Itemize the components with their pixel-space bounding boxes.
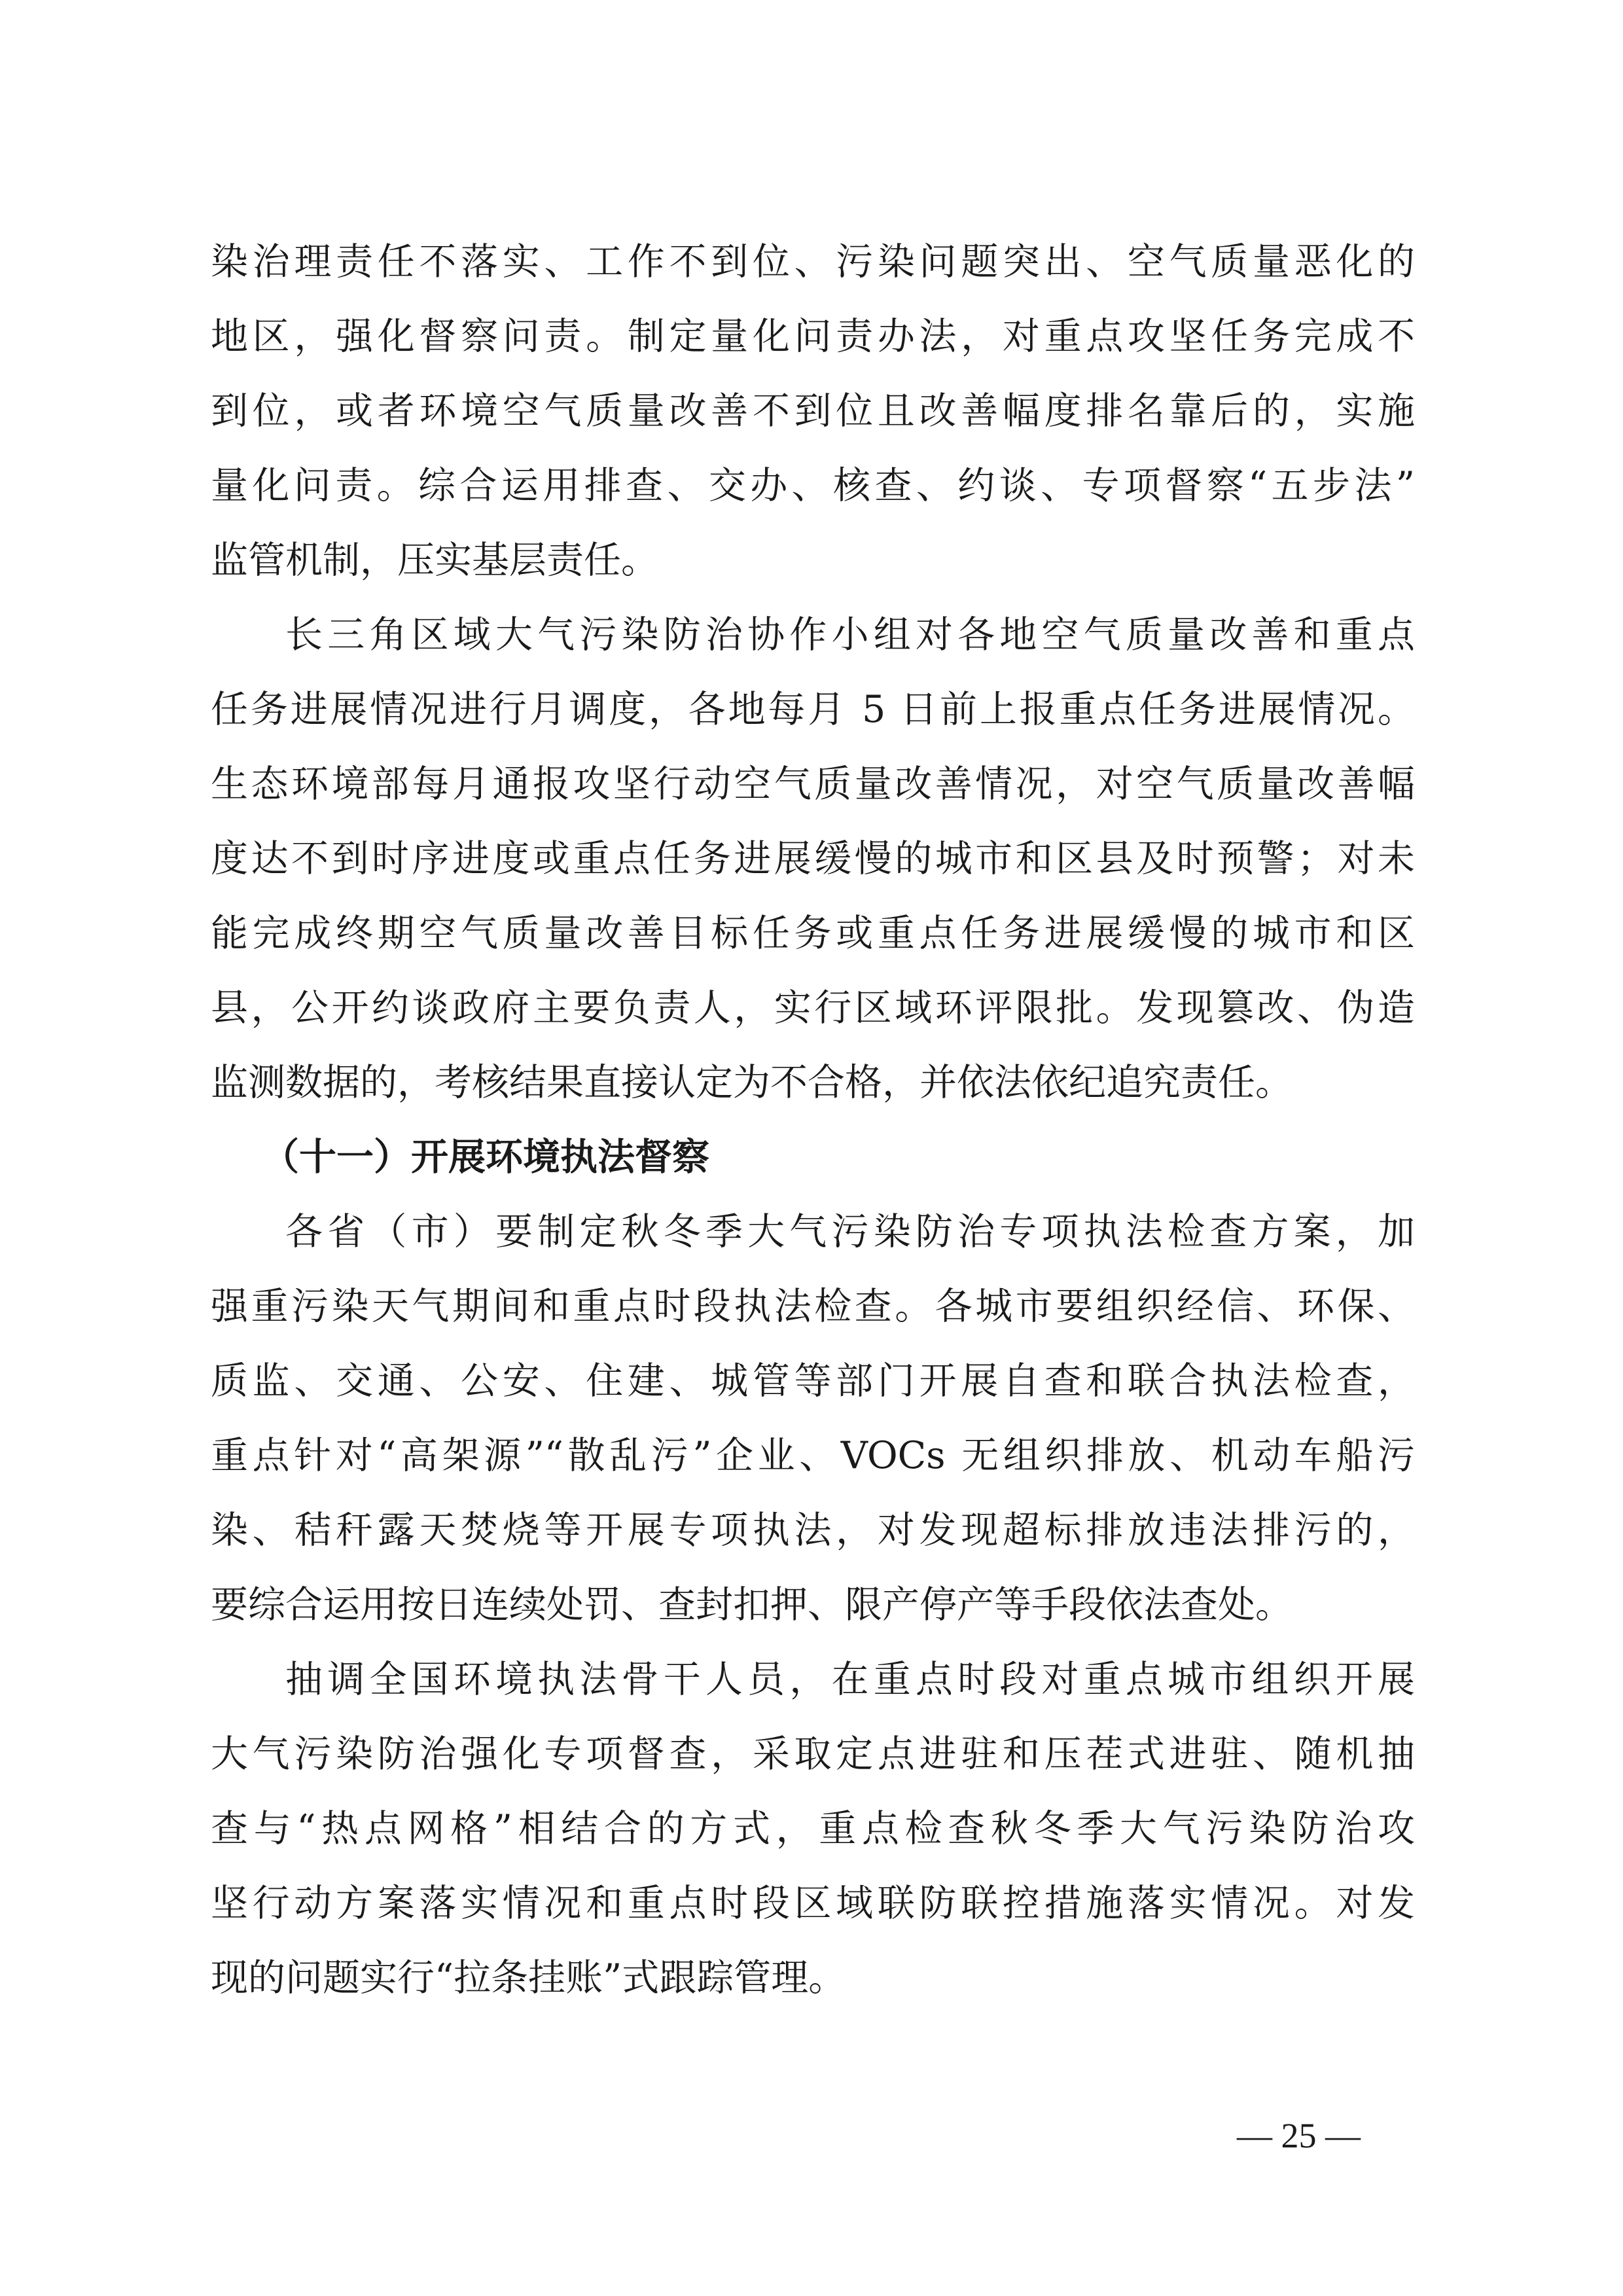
paragraph-1-line-3: 到位，或者环境空气质量改善不到位且改善幅度排名靠后的，实施	[211, 389, 1415, 433]
paragraph-3-line-1: 各省（市）要制定秋冬季大气污染防治专项执法检查方案，加	[285, 1210, 1415, 1253]
section-heading: （十一）开展环境执法督察	[262, 1136, 709, 1179]
paragraph-4-line-5: 现的问题实行“拉条挂账”式跟踪管理。	[211, 1956, 846, 2000]
paragraph-4-line-2: 大气污染防治强化专项督查，采取定点进驻和压茬式进驻、随机抽	[211, 1732, 1415, 1776]
paragraph-2-line-2: 任务进展情况进行月调度，各地每月 5 日前上报重点任务进展情况。	[211, 688, 1415, 731]
paragraph-1-line-2: 地区，强化督察问责。制定量化问责办法，对重点攻坚任务完成不	[211, 315, 1415, 358]
paragraph-3-line-4: 重点针对“高架源”“散乱污”企业、VOCs 无组织排放、机动车船污	[211, 1434, 1415, 1477]
paragraph-1-line-4: 量化问责。综合运用排查、交办、核查、约谈、专项督察“五步法”	[211, 464, 1415, 507]
paragraph-2-line-1: 长三角区域大气污染防治协作小组对各地空气质量改善和重点	[285, 613, 1415, 656]
paragraph-2-line-4: 度达不到时序进度或重点任务进展缓慢的城市和区县及时预警；对未	[211, 837, 1415, 880]
page-number: — 25 —	[1237, 2116, 1361, 2155]
paragraph-2-line-7: 监测数据的，考核结果直接认定为不合格，并依法依纪追究责任。	[211, 1061, 1293, 1104]
paragraph-4-line-1: 抽调全国环境执法骨干人员，在重点时段对重点城市组织开展	[285, 1658, 1415, 1701]
paragraph-2-line-6: 县，公开约谈政府主要负责人，实行区域环评限批。发现篡改、伪造	[211, 986, 1415, 1030]
paragraph-1-line-5: 监管机制，压实基层责任。	[211, 539, 658, 582]
paragraph-4-line-3: 查与“热点网格”相结合的方式，重点检查秋冬季大气污染防治攻	[211, 1807, 1415, 1850]
paragraph-3-line-3: 质监、交通、公安、住建、城管等部门开展自查和联合执法检查，	[211, 1359, 1415, 1403]
paragraph-3-line-6: 要综合运用按日连续处罚、查封扣押、限产停产等手段依法查处。	[211, 1583, 1293, 1626]
paragraph-3-line-2: 强重污染天气期间和重点时段执法检查。各城市要组织经信、环保、	[211, 1285, 1415, 1328]
paragraph-2-line-3: 生态环境部每月通报攻坚行动空气质量改善情况，对空气质量改善幅	[211, 762, 1415, 806]
paragraph-3-line-5: 染、秸秆露天焚烧等开展专项执法，对发现超标排放违法排污的，	[211, 1509, 1415, 1552]
paragraph-1-line-1: 染治理责任不落实、工作不到位、污染问题突出、空气质量恶化的	[211, 240, 1415, 283]
paragraph-4-line-4: 坚行动方案落实情况和重点时段区域联防联控措施落实情况。对发	[211, 1882, 1415, 1925]
paragraph-2-line-5: 能完成终期空气质量改善目标任务或重点任务进展缓慢的城市和区	[211, 912, 1415, 955]
